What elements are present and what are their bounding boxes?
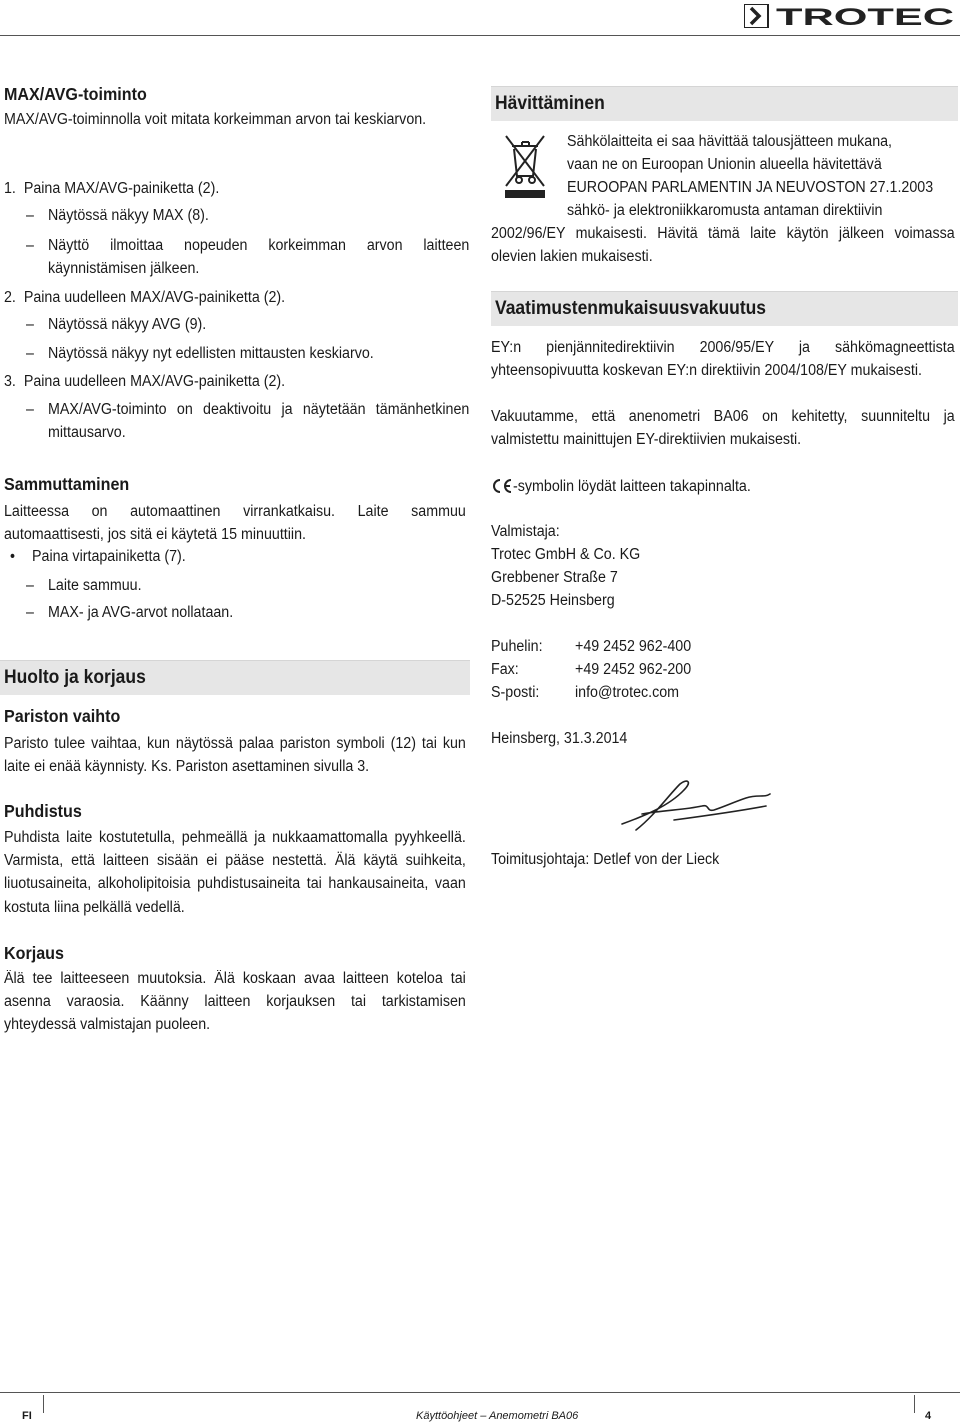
cleaning-heading: Puhdistus [4,801,82,821]
disposal-line-1: Sähkölaitteita ei saa hävittää talousjätteen mukana, [567,133,893,150]
footer-rule [0,1392,960,1393]
crossed-bin-icon [503,128,547,200]
maxavg-step-1-result-2: Näyttö ilmoittaa nopeuden korkeimman arvon laitteen käynnistämisen jälkeen. [48,237,470,278]
company-street: Grebbener Straße 7 [491,569,618,586]
result-dash: – [26,604,34,621]
shutdown-heading: Sammuttaminen [4,474,130,494]
disposal-heading-band [491,86,958,121]
shutdown-bullet: Paina virtapainiketta (7). [32,548,186,565]
footer-document-title: Käyttöohjeet – Anemometri BA06 [416,1410,579,1422]
maxavg-step-1: 1. Paina MAX/AVG-painiketta (2). [4,180,220,197]
manufacturer-label: Valmistaja: [491,523,560,540]
phone-label: Puhelin: [491,638,543,655]
conformity-heading-band [491,291,958,326]
maxavg-step-2: 2. Paina uudelleen MAX/AVG-painiketta (2). [4,289,286,306]
ce-text: -symbolin löydät laitteen takapinnalta. [513,478,751,495]
conformity-paragraph-2: Vakuutamme, että anenometri BA06 on kehitetty, suunniteltu ja valmistettu mainittujen EY-direktiivien mukaisesti. [491,408,955,449]
battery-text: Paristo tulee vaihtaa, kun näytössä palaa pariston symboli (12) tai kun laite ei enää käynnisty. Ks. Pariston asettaminen sivulla 3. [4,735,466,776]
place-date: Heinsberg, 31.3.2014 [491,730,628,747]
signature-image [614,776,774,836]
footer-page-number: 4 [925,1410,932,1422]
repair-heading: Korjaus [4,943,64,963]
signatory: Toimitusjohtaja: Detlef von der Lieck [491,851,720,868]
result-dash: – [26,577,34,594]
maxavg-intro: MAX/AVG-toiminnolla voit mitata korkeimman arvon tai keskiarvon. [4,111,427,128]
disposal-line-2: vaan ne on Euroopan Unionin alueella hävitettävä [567,156,882,173]
shutdown-text: Laitteessa on automaattinen virrankatkaisu. Laite sammuu automaattisesti, jos sitä ei käytetä 15 minuuttiin. [4,503,466,544]
maxavg-step-2-result-2: Näytössä näkyy nyt edellisten mittausten keskiarvo. [48,345,374,362]
shutdown-result-2: MAX- ja AVG-arvot nollataan. [48,604,234,621]
disposal-line-3: EUROOPAN PARLAMENTIN JA NEUVOSTON 27.1.2003 [567,179,934,196]
conformity-heading: Vaatimustenmukaisuusvakuutus [495,298,767,319]
header-rule [0,35,960,36]
result-dash: – [26,345,34,362]
result-dash: – [26,237,34,254]
result-dash: – [26,316,34,333]
maxavg-heading: MAX/AVG-toiminto [4,84,147,104]
maxavg-step-1-result-1: Näytössä näkyy MAX (8). [48,207,209,224]
bullet-dot: • [10,548,16,565]
ce-mark-icon [491,478,515,494]
service-heading-band [0,660,470,695]
company-city: D-52525 Heinsberg [491,592,615,609]
cleaning-text: Puhdista laite kostutetulla, pehmeällä ja nukkaamattomalla pyyhkeellä. Varmista, että laitteen sisään ei pääse nestettä. Älä käytä suihkeita, liuotusaineita, alkoholipitoisia puhdistusaineita tai hankausaineita, vaan kostuta liina pelkällä vedellä. [4,829,466,916]
footer-language: FI [22,1410,32,1422]
shutdown-result-1: Laite sammuu. [48,577,142,594]
maxavg-step-3-result-1: MAX/AVG-toiminto on deaktivoitu ja näytetään tämänhetkinen mittausarvo. [48,401,470,442]
email-label: S-posti: [491,684,540,701]
disposal-heading: Hävittäminen [495,93,605,114]
disposal-line-5: 2002/96/EY mukaisesti. Hävitä tämä laite käytön jälkeen voimassa olevien lakien mukaisesti. [491,225,955,266]
battery-heading: Pariston vaihto [4,706,121,726]
repair-text: Älä tee laitteeseen muutoksia. Älä koskaan avaa laitteen koteloa tai asenna varaosia. Käänny laitteen korjauksen tai tarkistamisen yhteydessä valmistajan puoleen. [4,970,466,1034]
trotec-logo [744,4,956,28]
disposal-line-4: sähkö- ja elektroniikkaromusta antaman direktiivin [567,202,883,219]
result-dash: – [26,207,34,224]
result-dash: – [26,401,34,418]
company-name: Trotec GmbH & Co. KG [491,546,641,563]
svg-text:TROTEC: TROTEC [776,4,954,28]
fax-label: Fax: [491,661,519,678]
service-heading: Huolto ja korjaus [4,667,146,688]
email-value: info@trotec.com [575,684,680,701]
conformity-paragraph-1: EY:n pienjännitedirektiivin 2006/95/EY ja sähkömagneettista yhteensopivuutta koskevan EY:n direktiivin 2004/108/EY mukaisesti. [491,339,955,380]
phone-value: +49 2452 962-400 [575,638,692,655]
maxavg-step-3: 3. Paina uudelleen MAX/AVG-painiketta (2). [4,373,286,390]
maxavg-step-2-result-1: Näytössä näkyy AVG (9). [48,316,207,333]
fax-value: +49 2452 962-200 [575,661,692,678]
